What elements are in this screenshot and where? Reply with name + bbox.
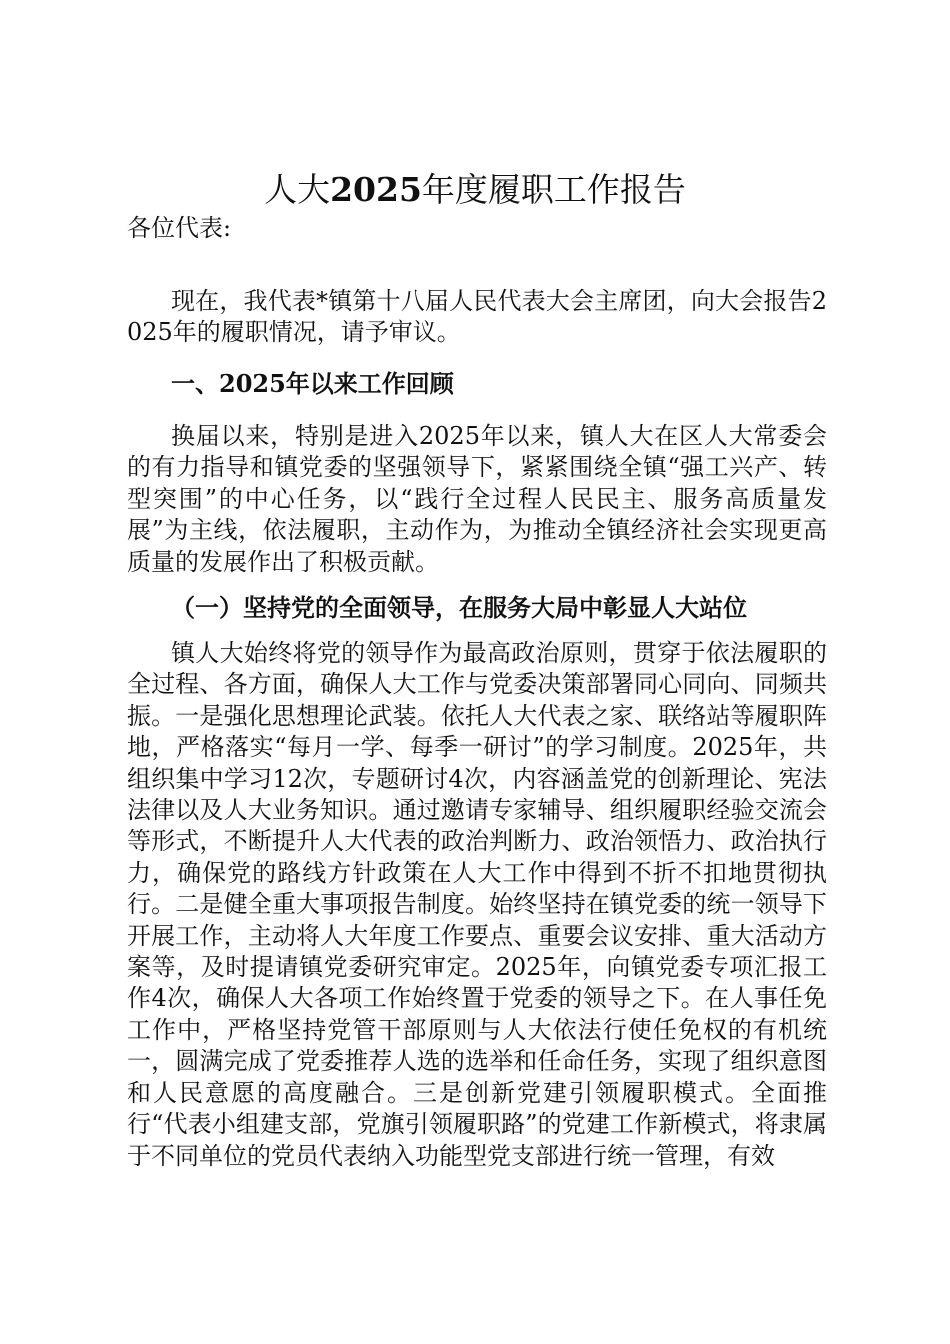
title-suffix: 年度履职工作报告 xyxy=(421,170,686,209)
intro-paragraph: 现在，我代表*镇第十八届人民代表大会主席团，向大会报告2025年的履职情况，请予审议。 xyxy=(127,287,827,347)
section-heading: 一、2025年以来工作回顾 xyxy=(171,369,454,398)
salutation: 各位代表: xyxy=(127,214,232,242)
subsection-paragraph: 镇人大始终将党的领导作为最高政治原则，贯穿于依法履职的全过程、各方面，确保人大工作与党委决策部署同心同向、同频共振。一是强化思想理论武装。依托人大代表之家、联络站等履职阵地，严格落实“每月一学、每季一研讨”的学习制度。2025年，共组织集中学习12次，专题研讨4次，内容涵盖党的创新理论、宪法法律以及人大业务知识。通过邀请专家辅导、组织履职经验交流会等形式，不断提升人大代表的政治判断力、政治领悟力、政治执行力，确保党的路线方针政策在人大工作中得到不折不扣地贯彻执行。二是健全重大事项报告制度。始终坚持在镇党委的统一领导下开展工作，主动将人大年度工作要点、重要会议安排、重大活动方案等，及时提请镇党委研究审定。2025年，向镇党委专项汇报工作4次，确保人大各项工作始终置于党委的领导之下。在人事任免工作中，严格坚持党管干部原则与人大依法行使任免权的有机统一，圆满完成了党委推荐人选的选举和任命任务，实现了组织意图和人民意愿的高度融合。三是创新党建引领履职模式。全面推行“代表小组建支部，党旗引领履职路”的党建工作新模式，将隶属于不同单位的党员代表纳入功能型党支部进行统一管理，有效 xyxy=(127,639,827,1170)
title-year: 2025 xyxy=(330,170,422,209)
section-paragraph: 换届以来，特别是进入2025年以来，镇人大在区人大常委会的有力指导和镇党委的坚强领导下，紧紧围绕全镇“强工兴产、转型突围”的中心任务，以“践行全过程人民民主、服务高质量发展”为主线，依法履职，主动作为，为推动全镇经济社会实现更高质量的发展作出了积极贡献。 xyxy=(127,422,827,576)
subsection-heading: （一）坚持党的全面领导，在服务大局中彰显人大站位 xyxy=(171,593,747,622)
title-prefix: 人大 xyxy=(264,170,331,209)
document-title xyxy=(0,168,950,212)
